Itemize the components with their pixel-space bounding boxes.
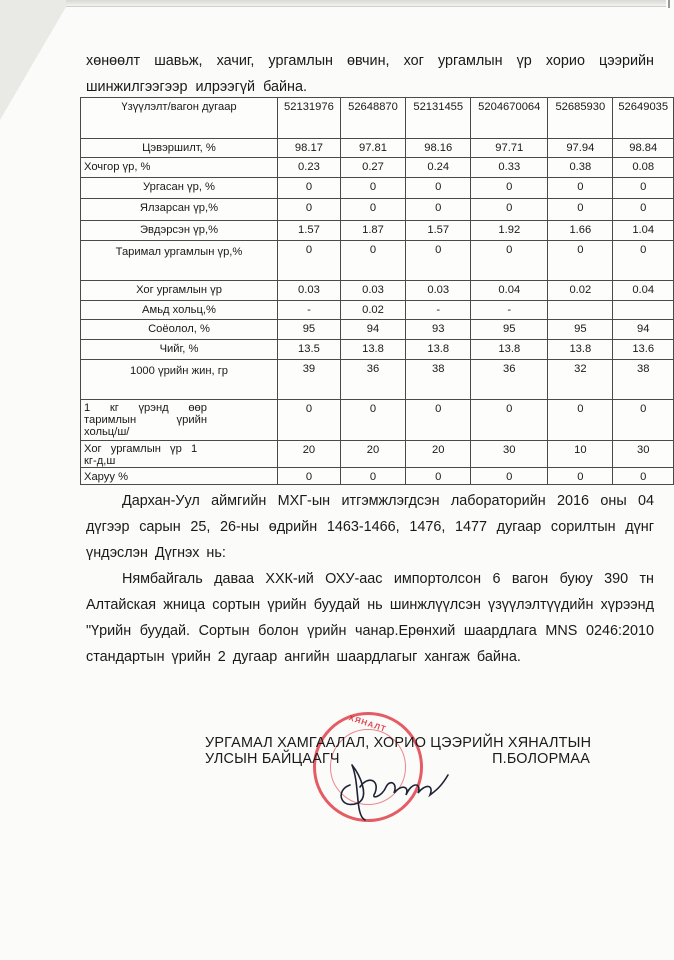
- conclusion-basis-paragraph: Дархан-Уул аймгийн МХГ-ын итгэмжлэгдсэн лабораторийн 2016 оны 04 дүгээр сарын 25, 26-ны өдрийн 1463-1466, 1476, 1477 дугаар сорилтын дүнг үндэслэн Дүгнэх нь:: [86, 493, 654, 561]
- cell-value: 0: [340, 199, 405, 221]
- cell-value: 0: [471, 178, 548, 199]
- cell-value: 98.17: [278, 139, 341, 158]
- previous-page-edge: [66, 0, 666, 7]
- wagon-number: 52131455: [406, 98, 471, 139]
- cell-value: 0.04: [471, 281, 548, 301]
- row-label: Соёолол, %: [81, 320, 278, 340]
- cell-value: 39: [278, 360, 341, 400]
- row-label: Чийг, %: [81, 340, 278, 360]
- cell-value: 95: [278, 320, 341, 340]
- row-label: Хог ургамлын үр: [81, 281, 278, 301]
- cell-value: -: [406, 301, 471, 320]
- cell-value: 0: [548, 199, 613, 221]
- cell-value: 0: [613, 468, 674, 485]
- cell-value: 13.8: [548, 340, 613, 360]
- table-row: [81, 178, 674, 199]
- inspector-title-line2: УЛСЫН БАЙЦААГЧ: [205, 751, 340, 767]
- table-row: [81, 320, 674, 340]
- cell-value: 13.6: [613, 340, 674, 360]
- page-fold-shadow: [0, 0, 70, 120]
- wagon-number: 5204670064: [471, 98, 548, 139]
- cell-value: 36: [471, 360, 548, 400]
- cell-value: 0.04: [613, 281, 674, 301]
- cell-value: 0.03: [340, 281, 405, 301]
- row-label: 1000 үрийн жин, гр: [81, 360, 278, 400]
- cell-value: 95: [471, 320, 548, 340]
- cell-value: 0: [548, 178, 613, 199]
- stamp-text: ХЯНАЛТ: [347, 713, 388, 734]
- cell-value: 0.24: [406, 158, 471, 178]
- cell-value: 1.66: [548, 221, 613, 241]
- cell-value: 0.38: [548, 158, 613, 178]
- cell-value: [548, 301, 613, 320]
- cell-value: 0: [406, 199, 471, 221]
- cell-value: 0: [340, 400, 405, 441]
- cell-value: 95: [548, 320, 613, 340]
- cell-value: 20: [340, 441, 405, 468]
- cell-value: 0: [340, 468, 405, 485]
- table-row: [81, 468, 674, 485]
- inspector-title-line1: УРГАМАЛ ХАМГААЛАЛ, ХОРИО ЦЭЭРИЙН ХЯНАЛТЫН: [205, 735, 592, 751]
- cell-value: 13.8: [406, 340, 471, 360]
- intro-paragraph: хөнөөлт шавьж, хачиг, ургамлын өвчин, хог ургамлын үр хорио цээрийн шинжилгээгээр илрээгүй байна.: [86, 53, 654, 95]
- table-row: [81, 221, 674, 241]
- cell-value: 0: [406, 178, 471, 199]
- table-row: [81, 139, 674, 158]
- handwritten-signature-icon: [330, 745, 460, 825]
- cell-value: 0: [406, 468, 471, 485]
- table-row: [81, 281, 674, 301]
- cell-value: 0: [471, 199, 548, 221]
- cell-value: 0: [548, 400, 613, 441]
- table-row: [81, 199, 674, 221]
- results-table: [80, 97, 674, 485]
- cell-value: 1.57: [278, 221, 341, 241]
- page-edge-mark: [668, 0, 670, 8]
- cell-value: 0: [406, 400, 471, 441]
- cell-value: 20: [278, 441, 341, 468]
- cell-value: 38: [613, 360, 674, 400]
- row-label: Таримал ургамлын үр,%: [81, 241, 278, 281]
- table-row: [81, 441, 674, 468]
- header-label-cell: Үзүүлэлт/вагон дугаар: [81, 98, 278, 139]
- cell-value: 32: [548, 360, 613, 400]
- cell-value: 0: [471, 468, 548, 485]
- wagon-number: 52649035: [613, 98, 674, 139]
- table-header-row: [81, 98, 674, 139]
- cell-value: 30: [613, 441, 674, 468]
- cell-value: 0: [471, 400, 548, 441]
- row-label: Амьд хольц,%: [81, 301, 278, 320]
- cell-value: 0.03: [278, 281, 341, 301]
- table-row: [81, 241, 674, 281]
- cell-value: 0: [340, 178, 405, 199]
- cell-value: 97.81: [340, 139, 405, 158]
- cell-value: -: [471, 301, 548, 320]
- cell-value: 0.02: [548, 281, 613, 301]
- cell-value: 36: [340, 360, 405, 400]
- cell-value: 0: [278, 468, 341, 485]
- cell-value: 0.33: [471, 158, 548, 178]
- cell-value: 0: [340, 241, 405, 281]
- row-label: Эвдэрсэн үр,%: [81, 221, 278, 241]
- cell-value: 98.16: [406, 139, 471, 158]
- cell-value: 0: [613, 400, 674, 441]
- row-label: Хочгор үр, %: [81, 158, 278, 178]
- cell-value: 98.84: [613, 139, 674, 158]
- row-label: 1 кг үрэнд өөр таримлын үрийн хольц/ш/: [81, 400, 278, 441]
- table-row: [81, 360, 674, 400]
- cell-value: 97.94: [548, 139, 613, 158]
- cell-value: 0: [613, 178, 674, 199]
- cell-value: 10: [548, 441, 613, 468]
- cell-value: 0.23: [278, 158, 341, 178]
- cell-value: 1.04: [613, 221, 674, 241]
- cell-value: 20: [406, 441, 471, 468]
- cell-value: 1.92: [471, 221, 548, 241]
- cell-value: -: [278, 301, 341, 320]
- conclusion-paragraph: Нямбайгаль даваа ХХК-ий ОХУ-аас импортолсон 6 вагон буюу 390 тн Алтайская жница сортын үрийн буудай нь шинжлүүлсэн үзүүлэлтүүдийн хүрээнд "Үрийн буудай. Сортын болон үрийн чанар.Ерөнхий шаардлага MNS 0246:2010 стандартын үрийн 2 дугаар ангийн шаардлагыг хангаж байна.: [86, 571, 654, 665]
- cell-value: 0: [613, 199, 674, 221]
- table-row: [81, 400, 674, 441]
- cell-value: 0: [406, 241, 471, 281]
- inspector-name: П.БОЛОРМАА: [492, 751, 590, 767]
- cell-value: 0.03: [406, 281, 471, 301]
- cell-value: 1.57: [406, 221, 471, 241]
- table-row: [81, 158, 674, 178]
- cell-value: 94: [613, 320, 674, 340]
- cell-value: 0.02: [340, 301, 405, 320]
- row-label: Харуу %: [81, 468, 278, 485]
- cell-value: 38: [406, 360, 471, 400]
- cell-value: 0.27: [340, 158, 405, 178]
- cell-value: 0: [471, 241, 548, 281]
- cell-value: 13.5: [278, 340, 341, 360]
- cell-value: 13.8: [340, 340, 405, 360]
- row-label: Хог ургамлын үр 1 кг-д,ш: [81, 441, 278, 468]
- cell-value: 93: [406, 320, 471, 340]
- row-label: Цэвэршилт, %: [81, 139, 278, 158]
- cell-value: 94: [340, 320, 405, 340]
- cell-value: 13.8: [471, 340, 548, 360]
- cell-value: 97.71: [471, 139, 548, 158]
- cell-value: 0: [548, 468, 613, 485]
- wagon-number: 52685930: [548, 98, 613, 139]
- cell-value: 0: [278, 178, 341, 199]
- cell-value: [613, 301, 674, 320]
- wagon-number: 52131976: [278, 98, 341, 139]
- cell-value: 0: [548, 241, 613, 281]
- cell-value: 0: [278, 400, 341, 441]
- cell-value: 0.08: [613, 158, 674, 178]
- table-row: [81, 340, 674, 360]
- wagon-number: 52648870: [340, 98, 405, 139]
- table-row: [81, 301, 674, 320]
- row-label: Ялзарсан үр,%: [81, 199, 278, 221]
- row-label: Ургасан үр, %: [81, 178, 278, 199]
- cell-value: 30: [471, 441, 548, 468]
- cell-value: 0: [613, 241, 674, 281]
- cell-value: 0: [278, 199, 341, 221]
- cell-value: 0: [278, 241, 341, 281]
- cell-value: 1.87: [340, 221, 405, 241]
